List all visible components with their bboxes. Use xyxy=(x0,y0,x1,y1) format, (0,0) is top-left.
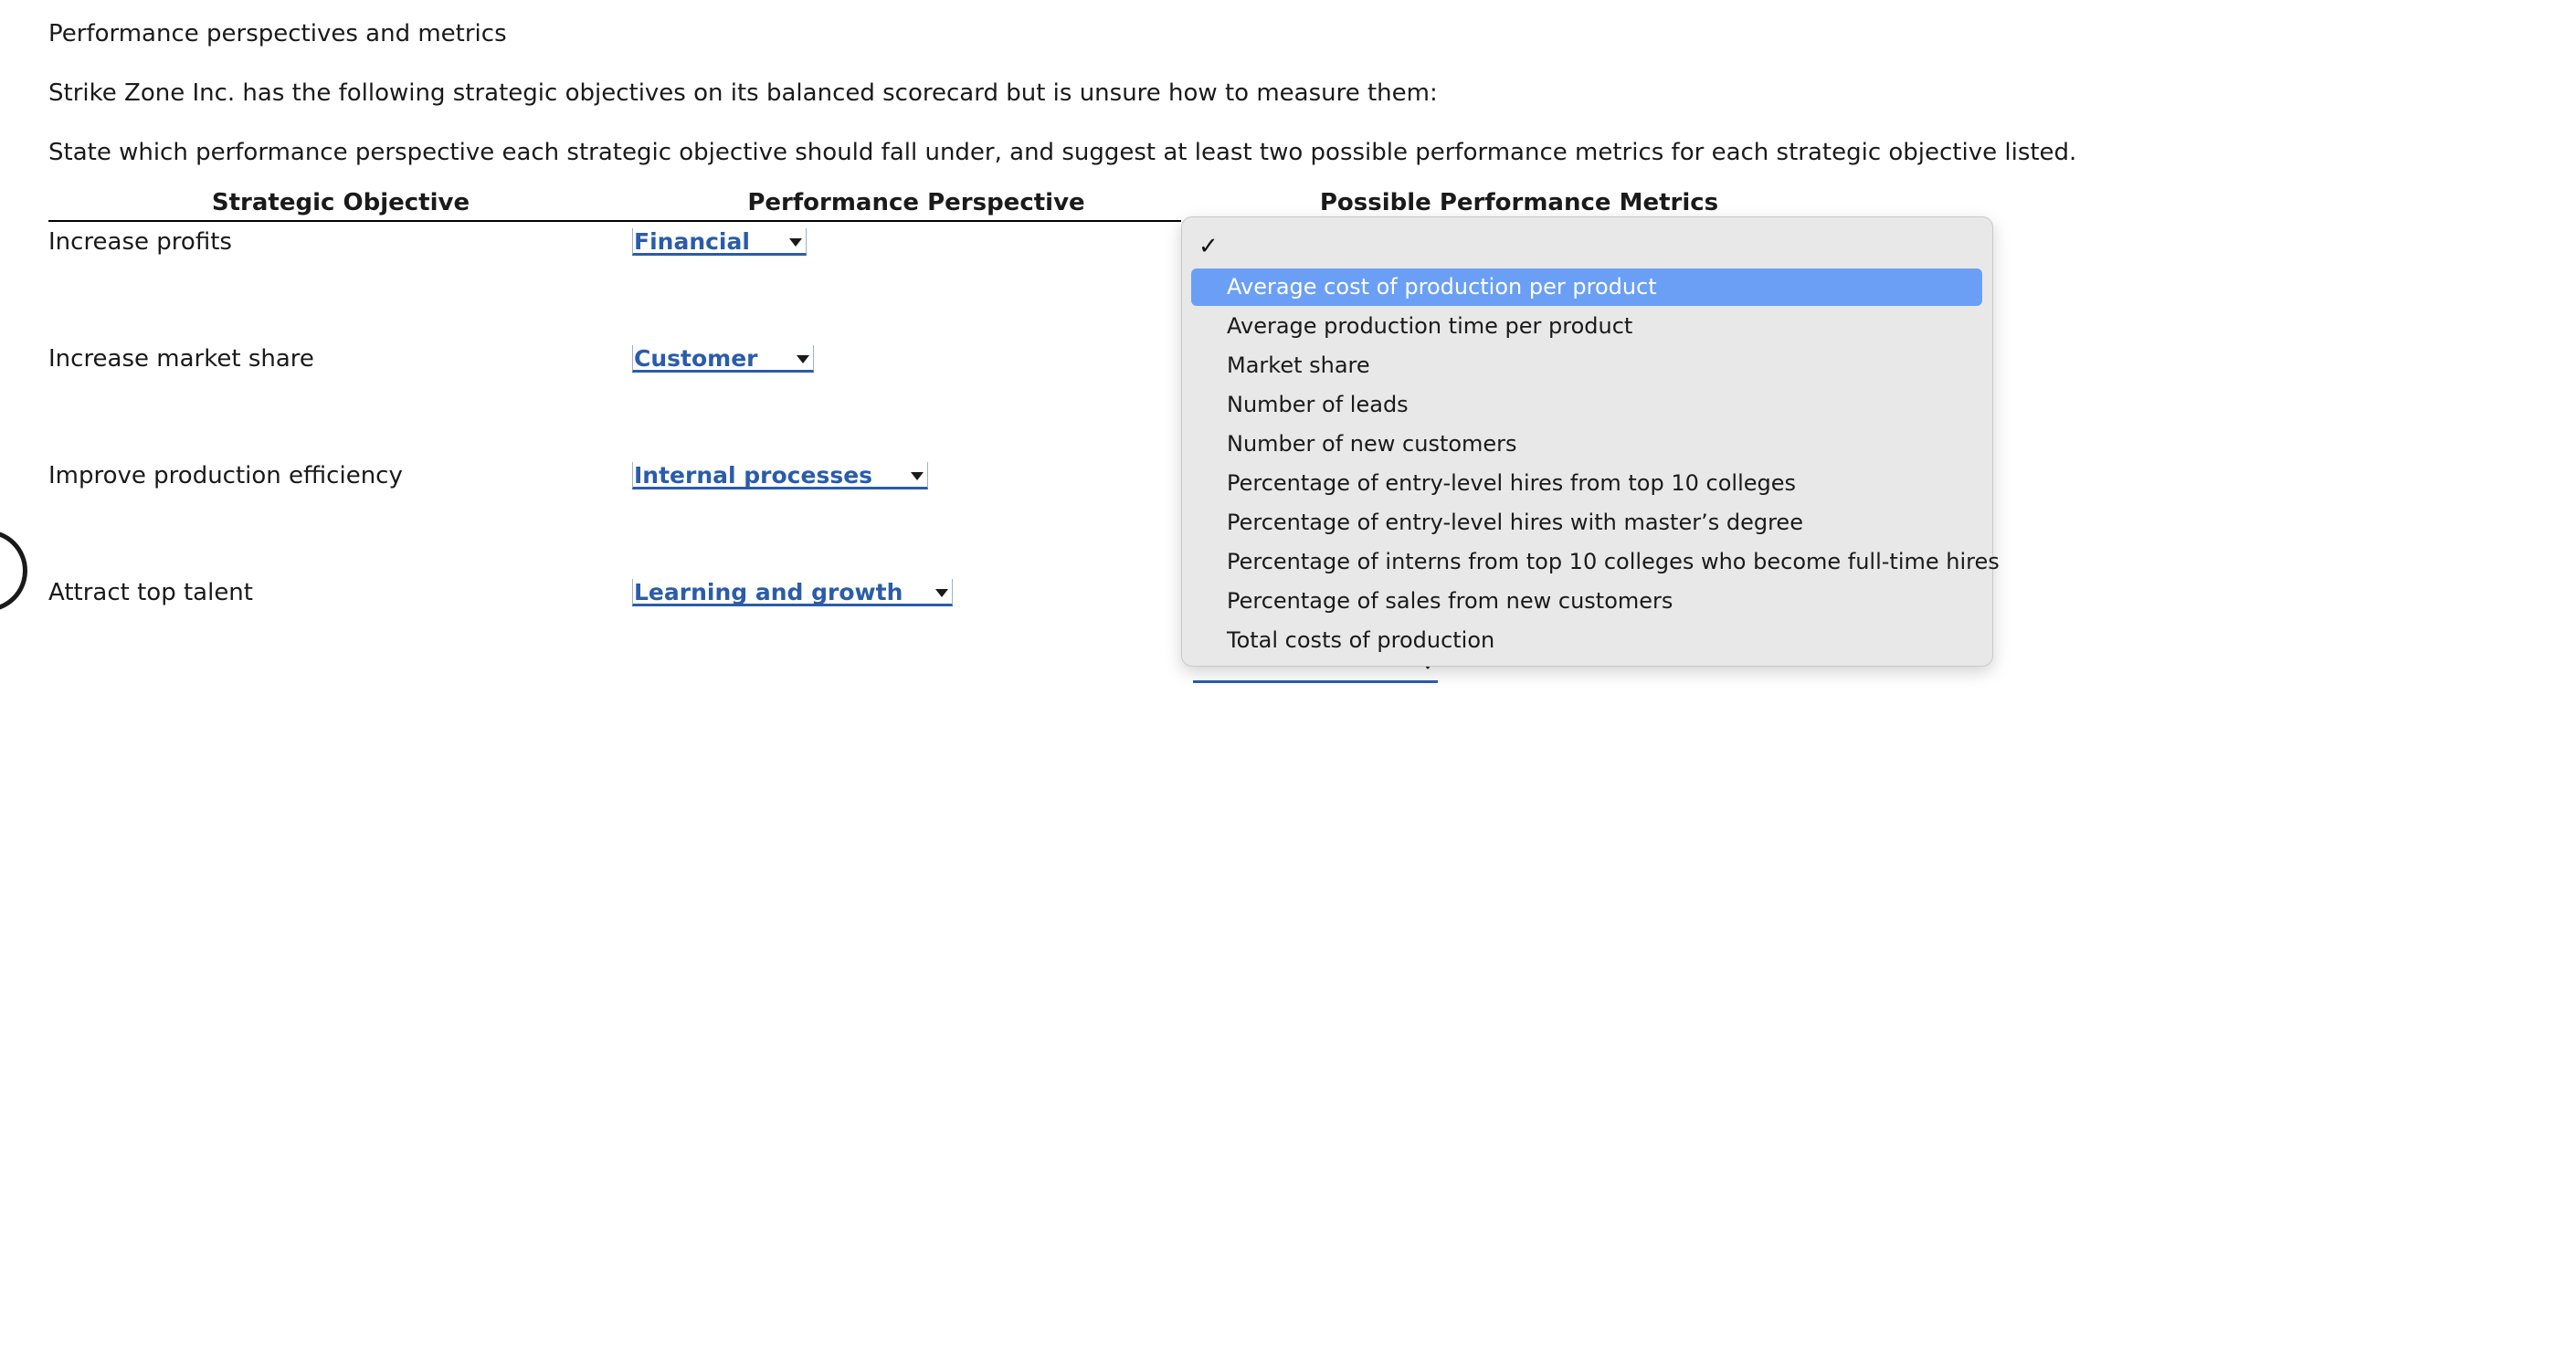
objective-increase-profits: Increase profits xyxy=(48,228,232,256)
chevron-down-icon xyxy=(797,355,809,363)
perspective-select-row2[interactable] xyxy=(632,345,814,373)
perspective-select-value: Internal processes xyxy=(634,462,873,489)
objective-improve-production-efficiency: Improve production efficiency xyxy=(48,462,403,489)
cursor-ring-icon xyxy=(0,530,27,612)
metrics-dropdown-menu[interactable] xyxy=(1181,216,2000,667)
objective-increase-market-share: Increase market share xyxy=(48,345,314,373)
dropdown-option[interactable]: Number of leads xyxy=(1227,392,1409,417)
chevron-down-icon xyxy=(911,472,924,480)
check-icon: ✓ xyxy=(1198,233,1219,260)
perspective-select-row4[interactable] xyxy=(632,579,953,606)
dropdown-option[interactable]: Total costs of production xyxy=(1227,627,1495,653)
intro-text: Strike Zone Inc. has the following strategic objectives on its balanced scorecard but is unsure how to measure them: xyxy=(48,79,1438,107)
perspective-select-value: Financial xyxy=(634,228,750,255)
dropdown-option[interactable]: Average cost of production per product xyxy=(1191,268,1982,306)
dropdown-option[interactable]: Percentage of sales from new customers xyxy=(1227,588,1673,614)
dropdown-option[interactable]: Percentage of entry-level hires from top 10 colleges xyxy=(1227,470,1797,496)
page-title: Performance perspectives and metrics xyxy=(48,20,507,47)
perspective-select-row3[interactable] xyxy=(632,462,928,489)
header-strategic-objective: Strategic Objective xyxy=(211,189,470,216)
instructions-text: State which performance perspective each strategic objective should fall under, and suggest at least two possible performance metrics for each strategic objective listed. xyxy=(48,139,2077,166)
dropdown-option[interactable]: Percentage of entry-level hires with master’s degree xyxy=(1227,510,1803,535)
header-performance-perspective: Performance Perspective xyxy=(747,189,1085,216)
dropdown-option[interactable]: Number of new customers xyxy=(1227,431,1517,457)
objective-attract-top-talent: Attract top talent xyxy=(48,579,253,606)
chevron-down-icon xyxy=(789,238,802,247)
header-possible-metrics: Possible Performance Metrics xyxy=(1319,189,1719,216)
header-divider xyxy=(48,220,1181,222)
dropdown-option[interactable]: Percentage of interns from top 10 colleges who become full-time hires xyxy=(1227,549,2000,574)
dropdown-option[interactable]: Average production time per product xyxy=(1227,313,1633,339)
perspective-select-value: Learning and growth xyxy=(634,579,903,605)
chevron-down-icon xyxy=(935,589,948,597)
dropdown-option[interactable]: Market share xyxy=(1227,352,1370,378)
perspective-select-row1[interactable] xyxy=(632,228,807,256)
perspective-select-value: Customer xyxy=(634,345,758,372)
